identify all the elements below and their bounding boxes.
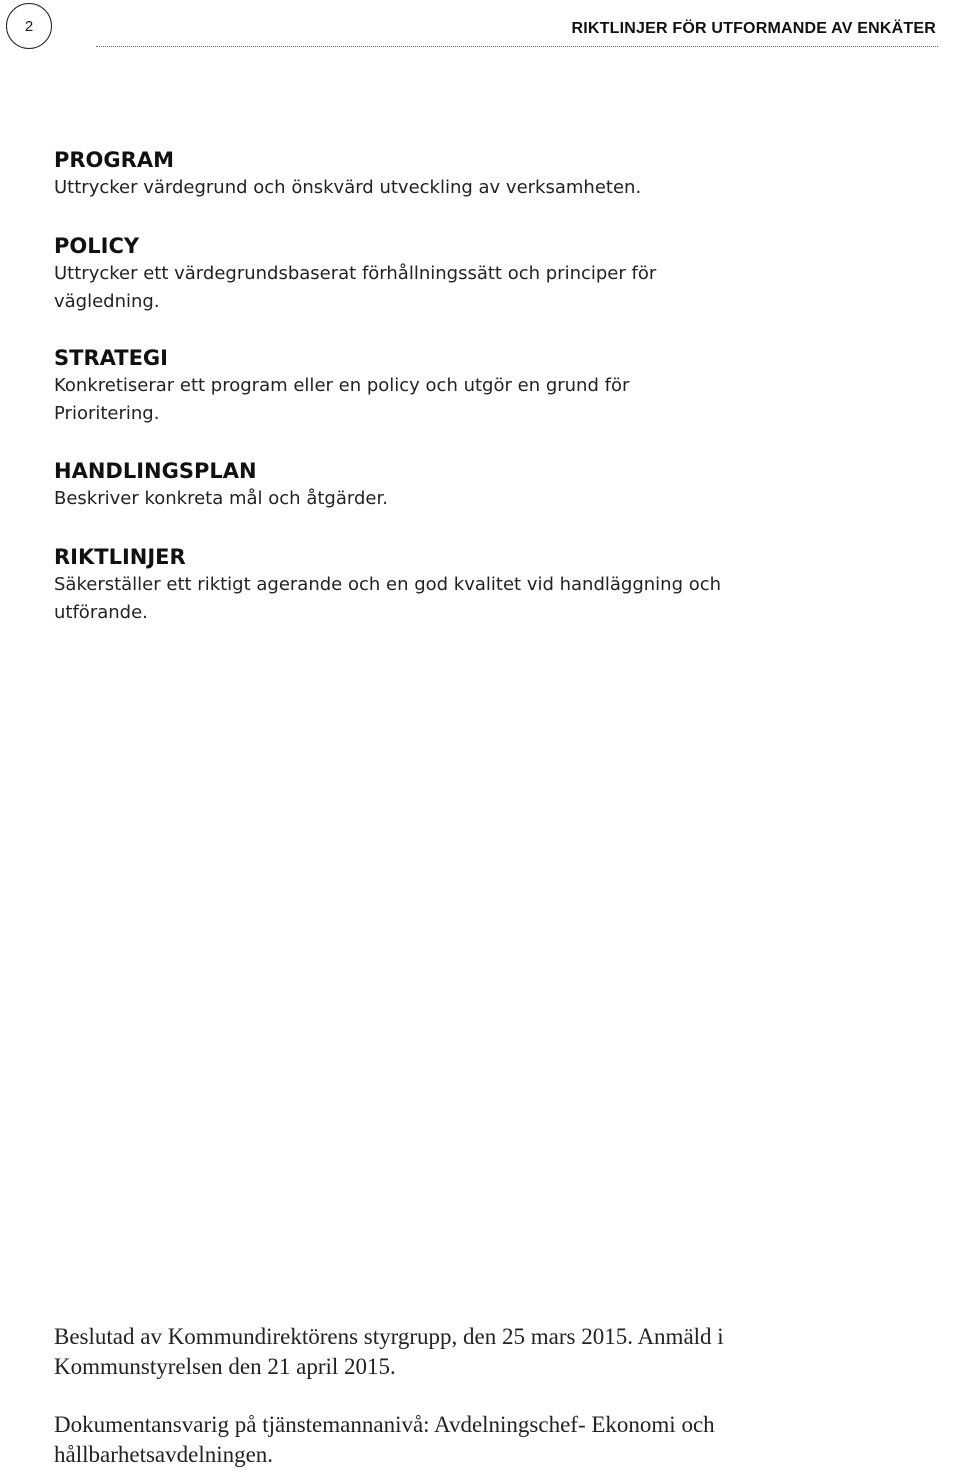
section-text: Uttrycker värdegrund och önskvärd utveckling av verksamheten. [54,177,642,198]
section-text: Säkerställer ett riktigt agerande och en god kvalitet vid handläggning och utförande. [54,574,722,623]
section-text: Beskriver konkreta mål och åtgärder. [54,488,388,509]
decision-note: Beslutad av Kommundirektörens styrgrupp, den 25 mars 2015. Anmäld i Kommunstyrelsen den 21 april 2015. [54,1324,724,1379]
page-number: 2 [6,3,52,49]
section-heading: RIKTLINJER [54,545,186,569]
section-policy [54,232,754,316]
section-heading: POLICY [54,234,140,258]
section-heading: HANDLINGSPLAN [54,459,257,483]
document-header-title: RIKTLINJER FÖR UTFORMANDE AV ENKÄTER [571,20,936,37]
section-heading: PROGRAM [54,148,174,172]
section-program [54,146,874,202]
section-text: Uttrycker ett värdegrundsbaserat förhållningssätt och principer för vägledning. [54,263,657,312]
section-handlingsplan [54,457,874,513]
section-heading: STRATEGI [54,346,168,370]
section-text: Konkretiserar ett program eller en policy och utgör en grund för Prioritering. [54,375,630,424]
header-divider [96,46,938,47]
section-riktlinjer [54,543,814,627]
section-strategi [54,344,734,428]
document-responsible-note: Dokumentansvarig på tjänstemannanivå: Avdelningschef- Ekonomi och hållbarhetsavdelningen. [54,1412,715,1467]
